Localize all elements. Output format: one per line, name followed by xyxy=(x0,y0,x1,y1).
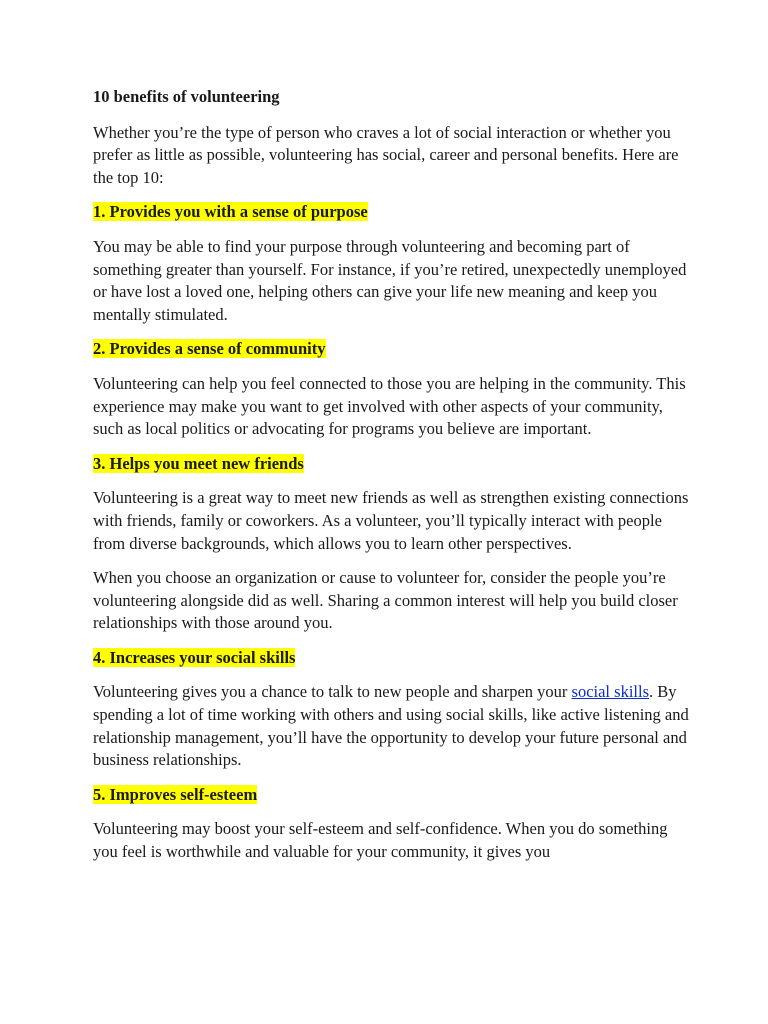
section-heading-community xyxy=(93,338,693,361)
section-paragraph: Volunteering is a great way to meet new friends as well as strengthen existing connections with friends, family or coworkers. As a volunteer, you’ll typically interact with people from diverse backgrounds, which allows you to learn other perspectives. xyxy=(93,488,689,553)
document-title: 10 benefits of volunteering xyxy=(93,87,280,106)
heading-highlight: 2. Provides a sense of community xyxy=(93,339,326,359)
social-skills-link[interactable]: social skills xyxy=(571,682,649,702)
heading-highlight: 5. Improves self-esteem xyxy=(93,784,258,804)
section-paragraph: Volunteering can help you feel connected to those you are helping in the community. This experience may make you want to get involved with other aspects of your community, such as local politics or advocating for programs you believe are important. xyxy=(93,373,686,439)
heading-highlight: 1. Provides you with a sense of purpose xyxy=(93,202,368,222)
section-heading-social-skills xyxy=(93,647,693,670)
paragraph-text-after-link: . By spending a lot of time working with others and using social skills, like active listening and relationship management, you’ll have the opportunity to develop your future personal and business relationships. xyxy=(93,682,689,770)
paragraph-text-before-link: Volunteering gives you a chance to talk to new people and sharpen your xyxy=(93,682,572,702)
section-paragraph: When you choose an organization or cause to volunteer for, consider the people you’re volunteering alongside did as well. Sharing a common interest will help you build closer relationships with those around you. xyxy=(93,568,678,633)
intro-paragraph: Whether you’re the type of person who craves a lot of social interaction or whether you prefer as little as possible, volunteering has social, career and personal benefits. Here are the top 10: xyxy=(93,122,679,187)
document-page xyxy=(93,86,693,876)
section-heading-friends xyxy=(93,453,693,476)
heading-highlight: 3. Helps you meet new friends xyxy=(93,453,304,473)
section-paragraph xyxy=(93,681,693,771)
section-heading-self-esteem xyxy=(93,784,693,807)
section-heading-purpose xyxy=(93,201,693,224)
section-paragraph: Volunteering may boost your self-esteem and self-confidence. When you do something you feel is worthwhile and valuable for your community, it gives you xyxy=(93,819,668,862)
heading-highlight: 4. Increases your social skills xyxy=(93,647,296,667)
section-paragraph: You may be able to find your purpose through volunteering and becoming part of something greater than yourself. For instance, if you’re retired, unexpectedly unemployed or have lost a loved one, helping others can give your life new meaning and keep you mentally stimulated. xyxy=(93,236,687,324)
